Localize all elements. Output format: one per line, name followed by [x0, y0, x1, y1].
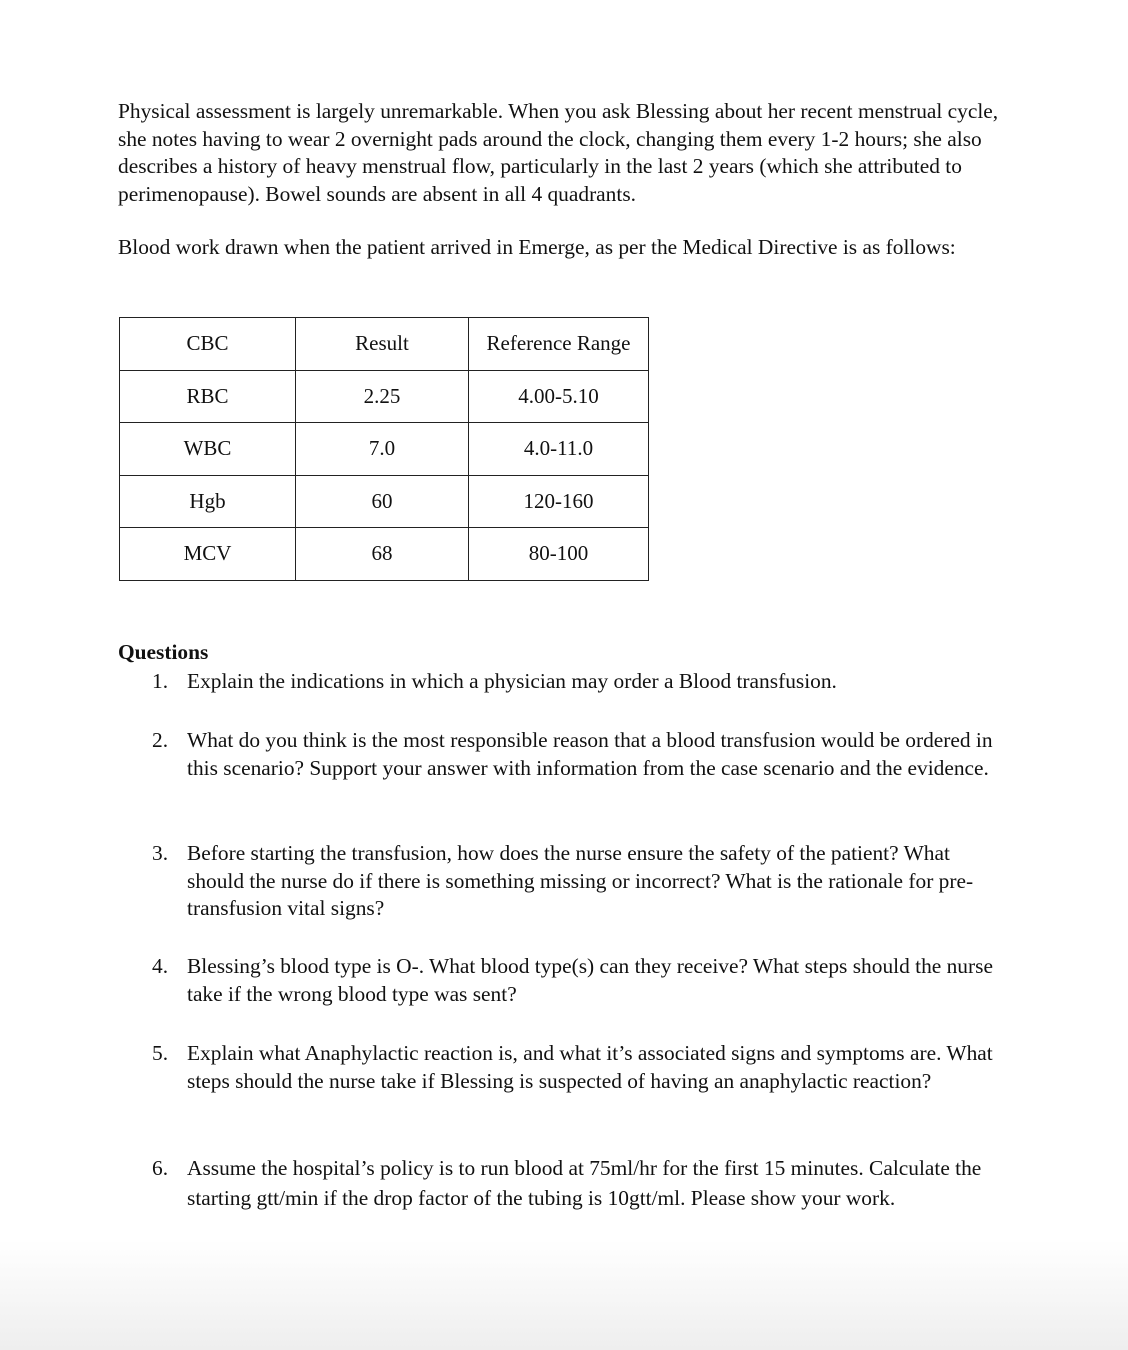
assessment-paragraph: Physical assessment is largely unremarkable. When you ask Blessing about her recent menstrual cycle, she notes having to wear 2 overnight pads around the clock, changing them every 1-2 hours; she also describes a history of heavy menstrual flow, particularly in the last 2 years (which she attributed to perimenopause). Bowel sounds are absent in all 4 quadrants.	[118, 99, 999, 206]
question-number: 3.	[152, 841, 169, 865]
question-number: 5.	[152, 1041, 169, 1065]
question-text: Assume the hospital’s policy is to run blood at 75ml/hr for the first 15 minutes. Calculate the starting gtt/min if the drop factor of the tubing is 10gtt/ml. Please show your work.	[187, 1156, 982, 1210]
row-result: 68	[296, 528, 469, 581]
page-bottom-shadow	[0, 1240, 1128, 1350]
row-reference: 4.00-5.10	[469, 370, 649, 423]
row-reference: 120-160	[469, 475, 649, 528]
table-row	[120, 423, 649, 476]
row-label: MCV	[120, 528, 296, 581]
question-text: Explain what Anaphylactic reaction is, and what it’s associated signs and symptoms are. What steps should the nurse take if Blessing is suspected of having an anaphylactic reaction?	[187, 1041, 993, 1093]
bloodwork-intro-paragraph: Blood work drawn when the patient arrived in Emerge, as per the Medical Directive is as follows:	[118, 235, 956, 259]
header-result: Result	[296, 318, 469, 371]
question-text: Explain the indications in which a physician may order a Blood transfusion.	[187, 669, 837, 693]
header-reference-range: Reference Range	[469, 318, 649, 371]
question-number: 2.	[152, 728, 169, 752]
row-result: 2.25	[296, 370, 469, 423]
table-header-row	[120, 318, 649, 371]
row-result: 60	[296, 475, 469, 528]
table-row	[120, 370, 649, 423]
row-label: Hgb	[120, 475, 296, 528]
row-label: RBC	[120, 370, 296, 423]
questions-heading: Questions	[118, 640, 209, 664]
question-number: 4.	[152, 954, 169, 978]
question-number: 1.	[152, 669, 169, 693]
table-row	[120, 475, 649, 528]
question-text: Before starting the transfusion, how does the nurse ensure the safety of the patient? What should the nurse do if there is something missing or incorrect? What is the rationale for pre-transfusion vital signs?	[187, 841, 974, 920]
row-reference: 80-100	[469, 528, 649, 581]
header-cbc: CBC	[120, 318, 296, 371]
row-reference: 4.0-11.0	[469, 423, 649, 476]
table-row	[120, 528, 649, 581]
question-text: Blessing’s blood type is O-. What blood type(s) can they receive? What steps should the nurse take if the wrong blood type was sent?	[187, 954, 993, 1006]
question-number: 6.	[152, 1156, 169, 1180]
row-result: 7.0	[296, 423, 469, 476]
question-text: What do you think is the most responsible reason that a blood transfusion would be ordered in this scenario? Support your answer with information from the case scenario and the evidence.	[187, 728, 993, 780]
cbc-lab-table	[119, 317, 649, 581]
row-label: WBC	[120, 423, 296, 476]
